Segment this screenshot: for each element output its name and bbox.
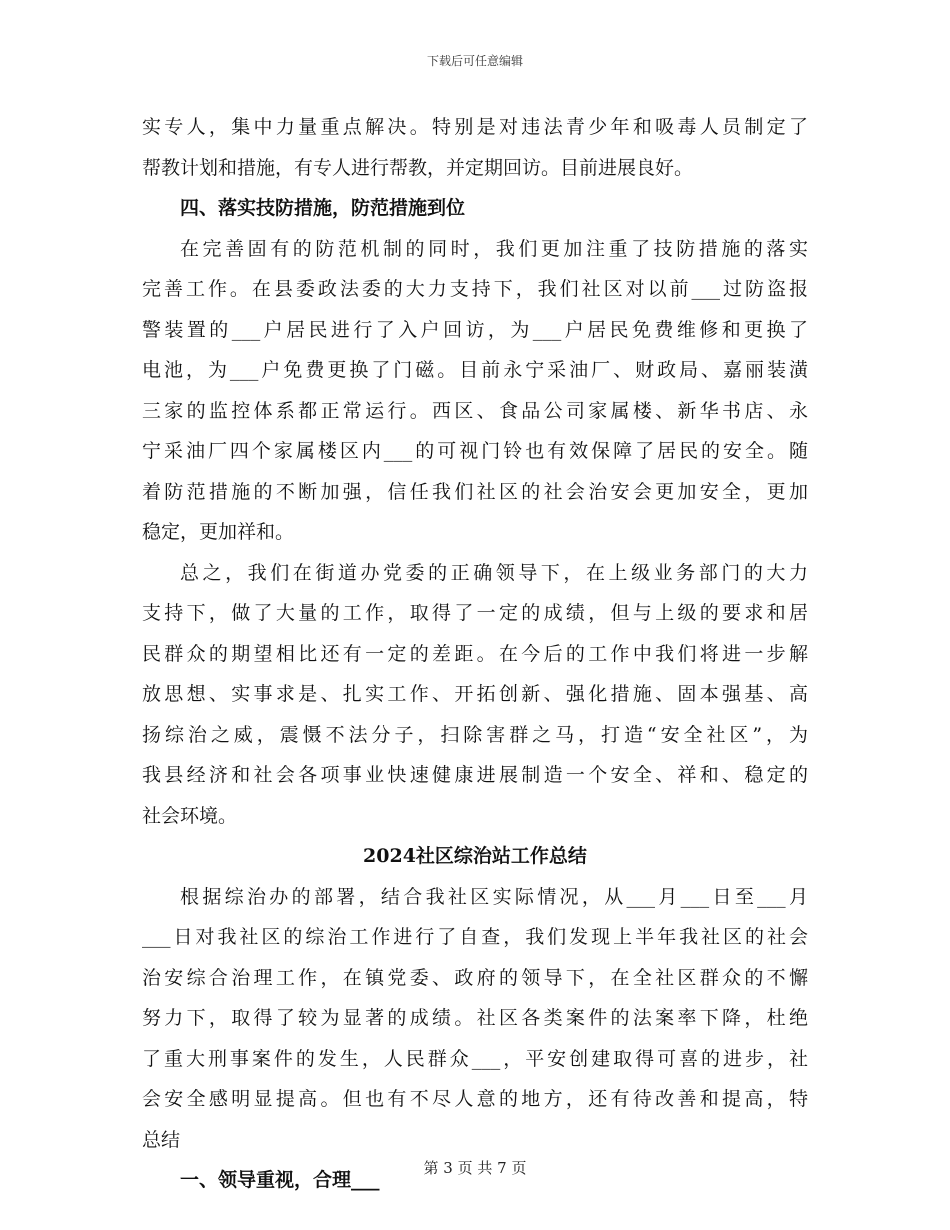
- text-line: 总结: [142, 1128, 181, 1151]
- text-line: 着防范措施的不断加强，信任我们社区的社会治安会更加安全，更加: [142, 480, 808, 503]
- text-line: 宁采油厂四个家属楼区内___的可视门铃也有效保障了居民的安全。随: [142, 440, 808, 462]
- text-line: 放思想、实事求是、扎实工作、开拓创新、强化措施、固本强基、高: [142, 683, 808, 705]
- text-line: 治安综合治理工作，在镇党委、政府的领导下，在全社区群众的不懈: [142, 966, 808, 989]
- text-line: 完善工作。在县委政法委的大力支持下，我们社区对以前___过防盗报: [142, 278, 808, 300]
- text-line: 总之，我们在街道办党委的正确领导下，在上级业务部门的大力: [180, 561, 808, 584]
- text-line: 支持下，做了大量的工作，取得了一定的成绩，但与上级的要求和居: [142, 602, 808, 624]
- section-heading: 四、落实技防措施，防范措施到位: [180, 197, 466, 219]
- text-line: 社会环境。: [142, 804, 238, 827]
- text-line: 扬综治之威，震慑不法分子，扫除害群之马，打造“安全社区”，为: [142, 723, 808, 746]
- text-line: 帮教计划和措施，有专人进行帮教，并定期回访。目前进展良好。: [142, 156, 694, 179]
- document-title: 2024社区综治站工作总结: [363, 845, 587, 867]
- section-heading: 一、领导重视，合理___: [180, 1169, 380, 1191]
- text-line: 稳定，更加祥和。: [142, 521, 295, 543]
- text-line: 会安全感明显提高。但也有不尽人意的地方，还有待改善和提高，特: [142, 1088, 808, 1110]
- text-line: 实专人，集中力量重点解决。特别是对违法青少年和吸毒人员制定了: [142, 116, 808, 138]
- text-line: 根据综治办的部署，结合我社区实际情况，从___月___日至___月: [180, 885, 808, 908]
- text-line: 了重大刑事案件的发生，人民群众___，平安创建取得可喜的进步，社: [142, 1047, 808, 1070]
- text-line: 努力下，取得了较为显著的成绩。社区各类案件的法案率下降，杜绝: [142, 1007, 808, 1029]
- text-line: 警装置的___户居民进行了入户回访，为___户居民免费维修和更换了: [142, 318, 808, 341]
- text-line: 在完善固有的防范机制的同时，我们更加注重了技防措施的落实: [180, 237, 808, 260]
- text-line: 电池，为___户免费更换了门磁。目前永宁采油厂、财政局、嘉丽装潢: [142, 359, 808, 381]
- page-header: 下载后可任意编辑: [426, 54, 523, 68]
- text-line: 我县经济和社会各项事业快速健康进展制造一个安全、祥和、稳定的: [142, 764, 808, 786]
- text-line: ___日对我社区的综治工作进行了自查，我们发现上半年我社区的社会: [142, 926, 808, 948]
- page-footer: 第 3 页 共 7 页: [423, 1159, 527, 1177]
- document-body: [142, 107, 808, 1201]
- text-line: 三家的监控体系都正常运行。西区、食品公司家属楼、新华书店、永: [142, 399, 808, 422]
- text-line: 民群众的期望相比还有一定的差距。在今后的工作中我们将进一步解: [142, 642, 808, 665]
